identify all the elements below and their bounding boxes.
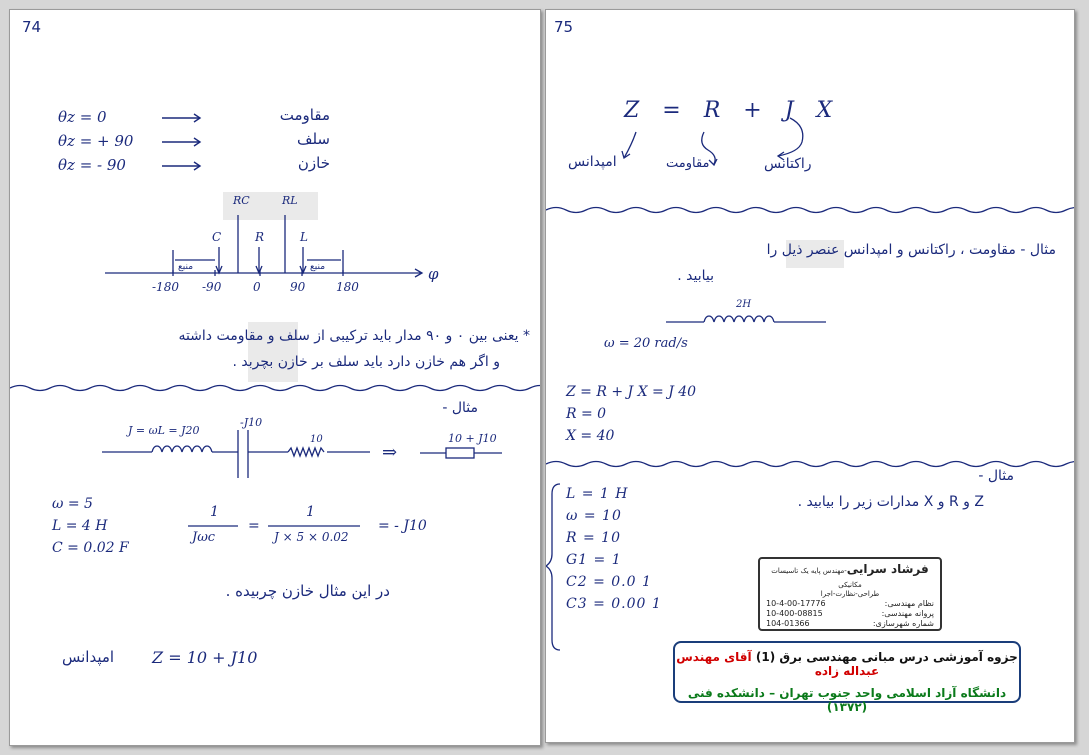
capacitor-label: -J10 xyxy=(240,416,263,429)
example2-label: مثال - xyxy=(978,468,1014,484)
reactance-word: راکتانس xyxy=(764,156,812,172)
resistor-label: 10 xyxy=(310,434,323,445)
tick-label-180: 180 xyxy=(336,280,359,294)
page-number: 74 xyxy=(22,18,42,36)
notebook-page-right xyxy=(545,9,1075,743)
formula-num-2: 1 xyxy=(306,504,315,520)
axis-phi: φ xyxy=(428,265,439,283)
tick-label-90: 90 xyxy=(290,280,306,294)
param-r: R = 10 xyxy=(566,530,621,546)
tick-label-m180: -180 xyxy=(152,280,179,294)
angle-expr-1: θz = 0 xyxy=(58,108,107,126)
page-number: 75 xyxy=(554,18,574,36)
equivalent-label: 10 + J10 xyxy=(448,432,497,445)
range-label-right: منبع xyxy=(310,262,326,272)
inductor-value: 2H xyxy=(736,299,752,310)
param-c2: C2 = 0.0 1 xyxy=(566,574,652,590)
param-g1: G1 = 1 xyxy=(566,552,622,568)
stamp-row-value: 10-400-08815 xyxy=(766,609,823,618)
stamp-row-key: شماره شهرسازی: xyxy=(872,619,934,628)
tick-label-0: 0 xyxy=(253,280,261,294)
param-l: L = 1 H xyxy=(566,486,629,502)
course-title: جزوه آموزشی درس مبانی مهندسی برق (1) xyxy=(755,650,1018,664)
note-line-1: * یعنی بین ۰ و ۹۰ مدار باید ترکیبی از سلف و مقاومت داشته xyxy=(178,328,530,344)
impedance-label: امپدانس xyxy=(62,648,115,666)
example1-line-2: بیابید . xyxy=(677,268,714,284)
stamp-row xyxy=(760,619,940,628)
omega-value: ω = 20 rad/s xyxy=(604,336,688,351)
axis-label-l: L xyxy=(300,230,308,244)
params-brace xyxy=(546,10,1074,742)
axis-label-c: C xyxy=(212,230,222,244)
tick-label-m90: -90 xyxy=(202,280,222,294)
axis-label-rc: RC xyxy=(233,194,250,207)
equivalence-arrow: ⇒ xyxy=(382,442,398,463)
formula-den-1: Jωc xyxy=(192,530,216,545)
notebook-page-left xyxy=(9,9,541,746)
instructor-name: آقای مهندس عبداله زاده xyxy=(676,650,880,678)
angle-label-3: خازن xyxy=(297,154,330,172)
param-omega: ω = 10 xyxy=(566,508,622,524)
example-label: مثال - xyxy=(442,400,478,416)
angle-expr-3: θz = - 90 xyxy=(58,156,126,174)
fraction-bars xyxy=(10,10,540,745)
stamp-row xyxy=(760,609,940,618)
course-info-box xyxy=(673,641,1021,714)
given-omega: ω = 5 xyxy=(52,496,93,512)
formula-result: = - J10 xyxy=(378,518,427,534)
stamp-row xyxy=(760,599,940,608)
note-line-2: و اگر هم خازن دارد باید سلف بر خازن بچربد . xyxy=(232,354,500,370)
angle-expr-2: θz = + 90 xyxy=(58,132,134,150)
given-capacitance: C = 0.02 F xyxy=(52,540,129,556)
formula-equals: = xyxy=(248,518,260,534)
result-x: X = 40 xyxy=(566,428,615,444)
example1-line-1: مثال - مقاومت ، راکتانس و امپدانس عنصر ذیل را xyxy=(766,242,1056,258)
axis-label-rl: RL xyxy=(282,194,298,207)
stamp-row-key: پروانه مهندسی: xyxy=(881,609,934,618)
result-z: Z = R + J X = J 40 xyxy=(566,384,697,400)
axis-label-r: R xyxy=(255,230,265,244)
conclusion-text: در این مثال خازن چربیده . xyxy=(225,582,390,600)
stamp-row-value: 104-01366 xyxy=(766,619,810,628)
impedance-word: امپدانس xyxy=(568,154,617,170)
angle-label-1: مقاومت xyxy=(279,106,330,124)
formula-den-2: J × 5 × 0.02 xyxy=(274,530,349,544)
resistance-word: مقاومت xyxy=(666,156,710,171)
stamp-name: فرشاد سرایی xyxy=(846,562,929,576)
stamp-services: طراحی-نظارت-اجرا xyxy=(820,590,880,598)
stamp-row-key: نظام مهندسی: xyxy=(884,599,934,608)
university-line: دانشگاه آزاد اسلامی واحد جنوب تهران – دانشکده فنی (۱۳۷۲) xyxy=(687,686,1007,714)
inductor-label: J = ωL = J20 xyxy=(128,424,200,437)
result-r: R = 0 xyxy=(566,406,607,422)
example2-text: Z و R و X مدارات زیر را بیابید . xyxy=(797,494,984,510)
formula-num-1: 1 xyxy=(210,504,219,520)
engineer-stamp xyxy=(758,557,942,631)
stamp-subtitle: -مهندس پایه یک تاسیسات مکانیکی xyxy=(771,567,862,589)
range-label-left: منبع xyxy=(178,262,194,272)
impedance-expr: Z = 10 + J10 xyxy=(152,648,258,667)
param-c3: C3 = 0.00 1 xyxy=(566,596,662,612)
stamp-row-value: 10-4-00-17776 xyxy=(766,599,826,608)
main-equation: Z = R + J X xyxy=(624,98,841,123)
given-inductance: L = 4 H xyxy=(52,518,108,534)
angle-label-2: سلف xyxy=(296,130,330,148)
